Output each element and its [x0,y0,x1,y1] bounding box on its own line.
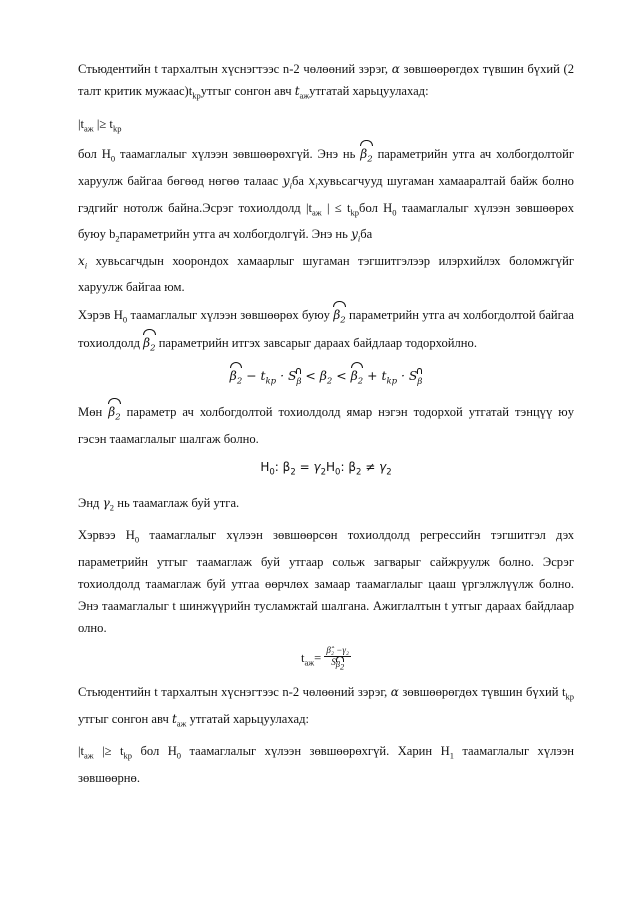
t-statistic-formula: $t_{аж}=$ $\frac{\text{β̂₂ −γ₂}}{S_{\beta_2}}$ [300,644,350,673]
hypothesis-formula: $H_0$: $\beta_2 = \gamma_2H_0$: $\beta_2 \ne \gamma_2$ [260,460,392,478]
condition-1: $|t_{аж}$ |≥ $t_{kp}$ [78,116,122,134]
paragraph-5: Энд $\gamma_2$ нь таамаглаж буй утга. [78,495,240,513]
fraction: $\frac{\text{β̂₂ −γ₂}}{S_{\beta_2}}$ [326,644,350,673]
document-page [78,58,574,795]
paragraph-4: Мөн $\beta_2$ параметр ач холбогдолтой тохиолдолд ямар нэгэн тодорхой утгатай тэнцүү юу гэсэн таамаглалыг шалгаж болно. [78,401,574,450]
beta2-hat-symbol: $\beta_2$ [360,143,372,170]
paragraph-2: бол $H_0$ таамаглалыг хүлээн зөвшөөрөхгүй. Энэ нь $\beta_2$ параметрийн утга ач холбогдолтойг харуулж байгаа бөгөөд нөгөө талаас $y_iба$ $x_iхувьсагчууд$ шугаман хамааралтай байж болно гэдгийг нотолж байна.Эсрэг тохиолдолд $|t_{аж}$ | ≤ $t_{kp}бол$ $H_0$ таамаглалыг хүлээн зөвшөөрөх буюу $b_2параметрийн$ утга ач холбогдолгүй. Энэ нь $y_iба$ $x_i$ хувьсагчдын хоорондох хамаарлыг шугаман тэгшитгэлээр илэрхийлэх боломжгүйг харуулж байгаа юм. [78,143,574,298]
paragraph-6: Хэрвээ $H_0$ таамаглалыг хүлээн зөвшөөрсөн тохиолдолд регрессийн тэгшитгэл дэх параметрийн утгыг таамаглаж буй утгаар сольж загварыг сайжруулж болно. Эсрэг тохиолдолд таамаглаж буй утгаа өөрчлөх замаар таамаглалыг цааш үргэлжлүүлж болно. Энэ таамаглалыг t шинжүүрийн тусламжтай шалгана. Ажиглалтын t утгыг дараах байдлаар олно. [78,528,574,635]
paragraph-1: Стьюдентийн t тархалтын хүснэгтээс n-2 чөлөөний зэрэг, α зөвшөөрөгдөх түвшин бүхий (2 талт критик $мужаас)t_{kp}утгыг$ сонгон авч $t_{аж}утгатай$ харьцуулахад: [78,62,575,101]
paragraph-8: $|t_{аж}$ |≥ $t_{kp}$ бол $H_0$ таамаглалыг хүлээн зөвшөөрөхгүй. Харин $H_1$ таамаглалыг хүлээн зөвшөөрнө. [78,744,574,785]
paragraph-7: Стьюдентийн t тархалтын хүснэгтээс n-2 чөлөөний зэрэг, α зөвшөөрөгдөх түвшин бүхий $t_{kp}$ утгыг сонгон авч $t_{аж}$ утгатай харьцуулахад: [78,685,574,729]
paragraph-3: Хэрэв $H_0$ таамаглалыг хүлээн зөвшөөрөх буюу $\beta_2$ параметрийн утга ач холбогдолтой байгаа тохиолдолд $\beta_2$ параметрийн итгэх завсарыг дараах байдлаар тодорхойлно. [78,304,574,359]
confidence-interval-formula: $\beta_2 - t_{kp} \cdot S_\beta < \beta_2 < \beta_2 + t_{kp} \cdot S_\beta$ [78,365,574,392]
